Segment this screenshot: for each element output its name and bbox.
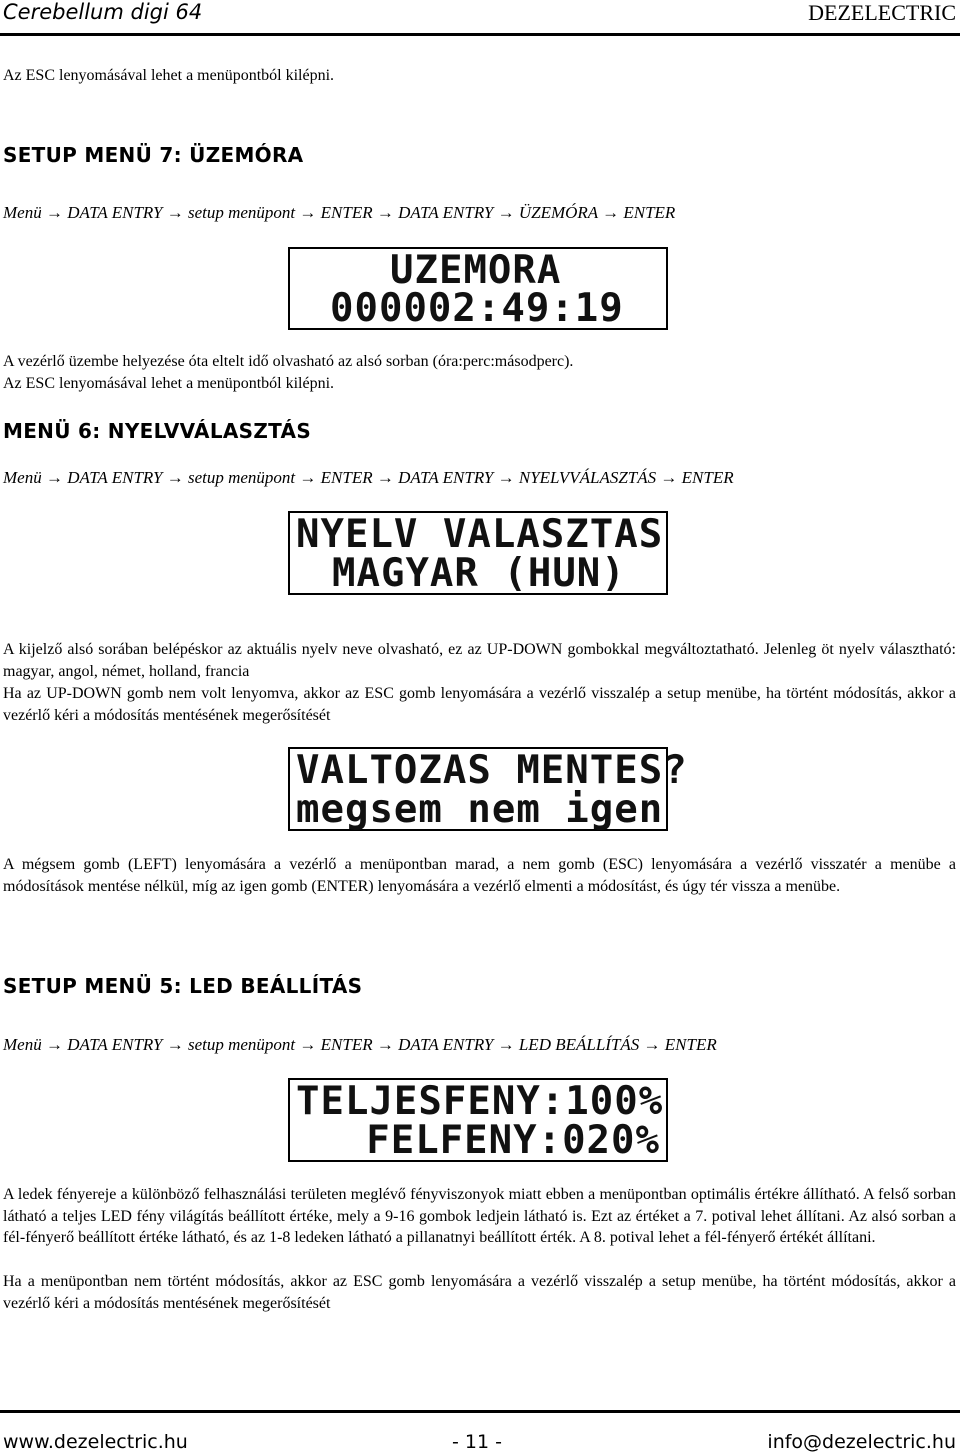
menu-path-uzemora: Menü → DATA ENTRY → setup menüpont → ENTER → DATA ENTRY → ÜZEMÓRA → ENTER [3, 203, 676, 222]
section-heading-nyelv: MENÜ 6: NYELVVÁLASZTÁS [3, 419, 312, 443]
intro-esc-text: Az ESC lenyomásával lehet a menüpontból kilépni. [3, 67, 335, 84]
lcd-line-2: FELFENY:020% [366, 1118, 660, 1163]
header-divider [0, 33, 960, 36]
menu-path-led: Menü → DATA ENTRY → setup menüpont → ENTER → DATA ENTRY → LED BEÁLLÍTÁS → ENTER [3, 1035, 717, 1054]
uzemora-description: A vezérlő üzembe helyezése óta eltelt idő olvasható az alsó sorban (óra:perc:másodperc). [3, 353, 574, 370]
lcd-display-save-confirm [288, 747, 688, 832]
lcd-display-led [288, 1078, 668, 1162]
led-esc-text: Ha a menüpontban nem történt módosítás, akkor az ESC gomb lenyomására a vezérlő visszalép a setup menübe, ha történt módosítás, akkor a vezérlő kéri a módosítás mentésének megerősítését [3, 1273, 956, 1312]
section-heading-uzemora: SETUP MENÜ 7: ÜZEMÓRA [3, 143, 304, 167]
save-confirm-description: A mégsem gomb (LEFT) lenyomására a vezérlő a menüpontban marad, a nem gomb (ESC) lenyomására a vezérlő visszatér a menübe a módosítások mentése nélkül, míg az igen gomb (ENTER) lenyomására a vezérlő elmenti a módosítást, és úgy tér vissza a menübe. [3, 856, 956, 895]
led-description: A ledek fényereje a különböző felhasználási területen meglévő fényviszonyok miatt ebben a menüpontban optimális értékre állítható. A felső sorban látható a teljes LED fény világítás beállított értéke, mely a 9-16 gombok ledjein látható is. Ezt az értéket a 7. potival lehet állítani. Az alsó sorban a fél-fényerő beállított értéke látható, és az 1-8 ledeken látható a pillanatnyi beállított érték. A 8. potival lehet a fél-fényerő értékét állítani. [3, 1186, 956, 1246]
section-heading-led: SETUP MENÜ 5: LED BEÁLLÍTÁS [3, 974, 363, 998]
lcd-line-1: VALTOZAS MENTES? [296, 748, 688, 793]
nyelv-description: A kijelző alsó sorában belépéskor az aktuális nyelv neve olvasható, ez az UP-DOWN gombokkal megváltoztatható. Jelenleg öt nyelv választható: magyar, angol, német, holland, francia [3, 641, 956, 680]
lcd-line-2: 000002:49:19 [330, 286, 624, 331]
header-brand: DEZELECTRIC [808, 0, 956, 25]
footer-email-link[interactable]: info@dezelectric.hu [767, 1431, 956, 1453]
lcd-display-nyelv [288, 511, 668, 595]
footer-page-number: - 11 - [452, 1431, 502, 1453]
lcd-line-2: MAGYAR (HUN) [332, 551, 626, 596]
lcd-line-2: megsem nem igen [296, 787, 664, 832]
lcd-display-uzemora [288, 247, 668, 330]
menu-path-nyelv: Menü → DATA ENTRY → setup menüpont → ENTER → DATA ENTRY → NYELVVÁLASZTÁS → ENTER [3, 468, 734, 487]
lcd-line-1: UZEMORA [390, 248, 562, 293]
uzemora-esc-text: Az ESC lenyomásával lehet a menüpontból kilépni. [3, 375, 335, 392]
nyelv-esc-text: Ha az UP-DOWN gomb nem volt lenyomva, akkor az ESC gomb lenyomására a vezérlő visszalép a setup menübe, ha történt módosítás, akkor a vezérlő kéri a módosítás mentésének megerősítését [3, 685, 956, 724]
header-title: Cerebellum digi 64 [3, 0, 203, 24]
lcd-line-1: NYELV VALASZTAS [296, 512, 664, 557]
lcd-line-1: TELJESFENY:100% [296, 1079, 664, 1124]
footer-website-link[interactable]: www.dezelectric.hu [3, 1431, 188, 1453]
footer-divider [0, 1410, 960, 1413]
